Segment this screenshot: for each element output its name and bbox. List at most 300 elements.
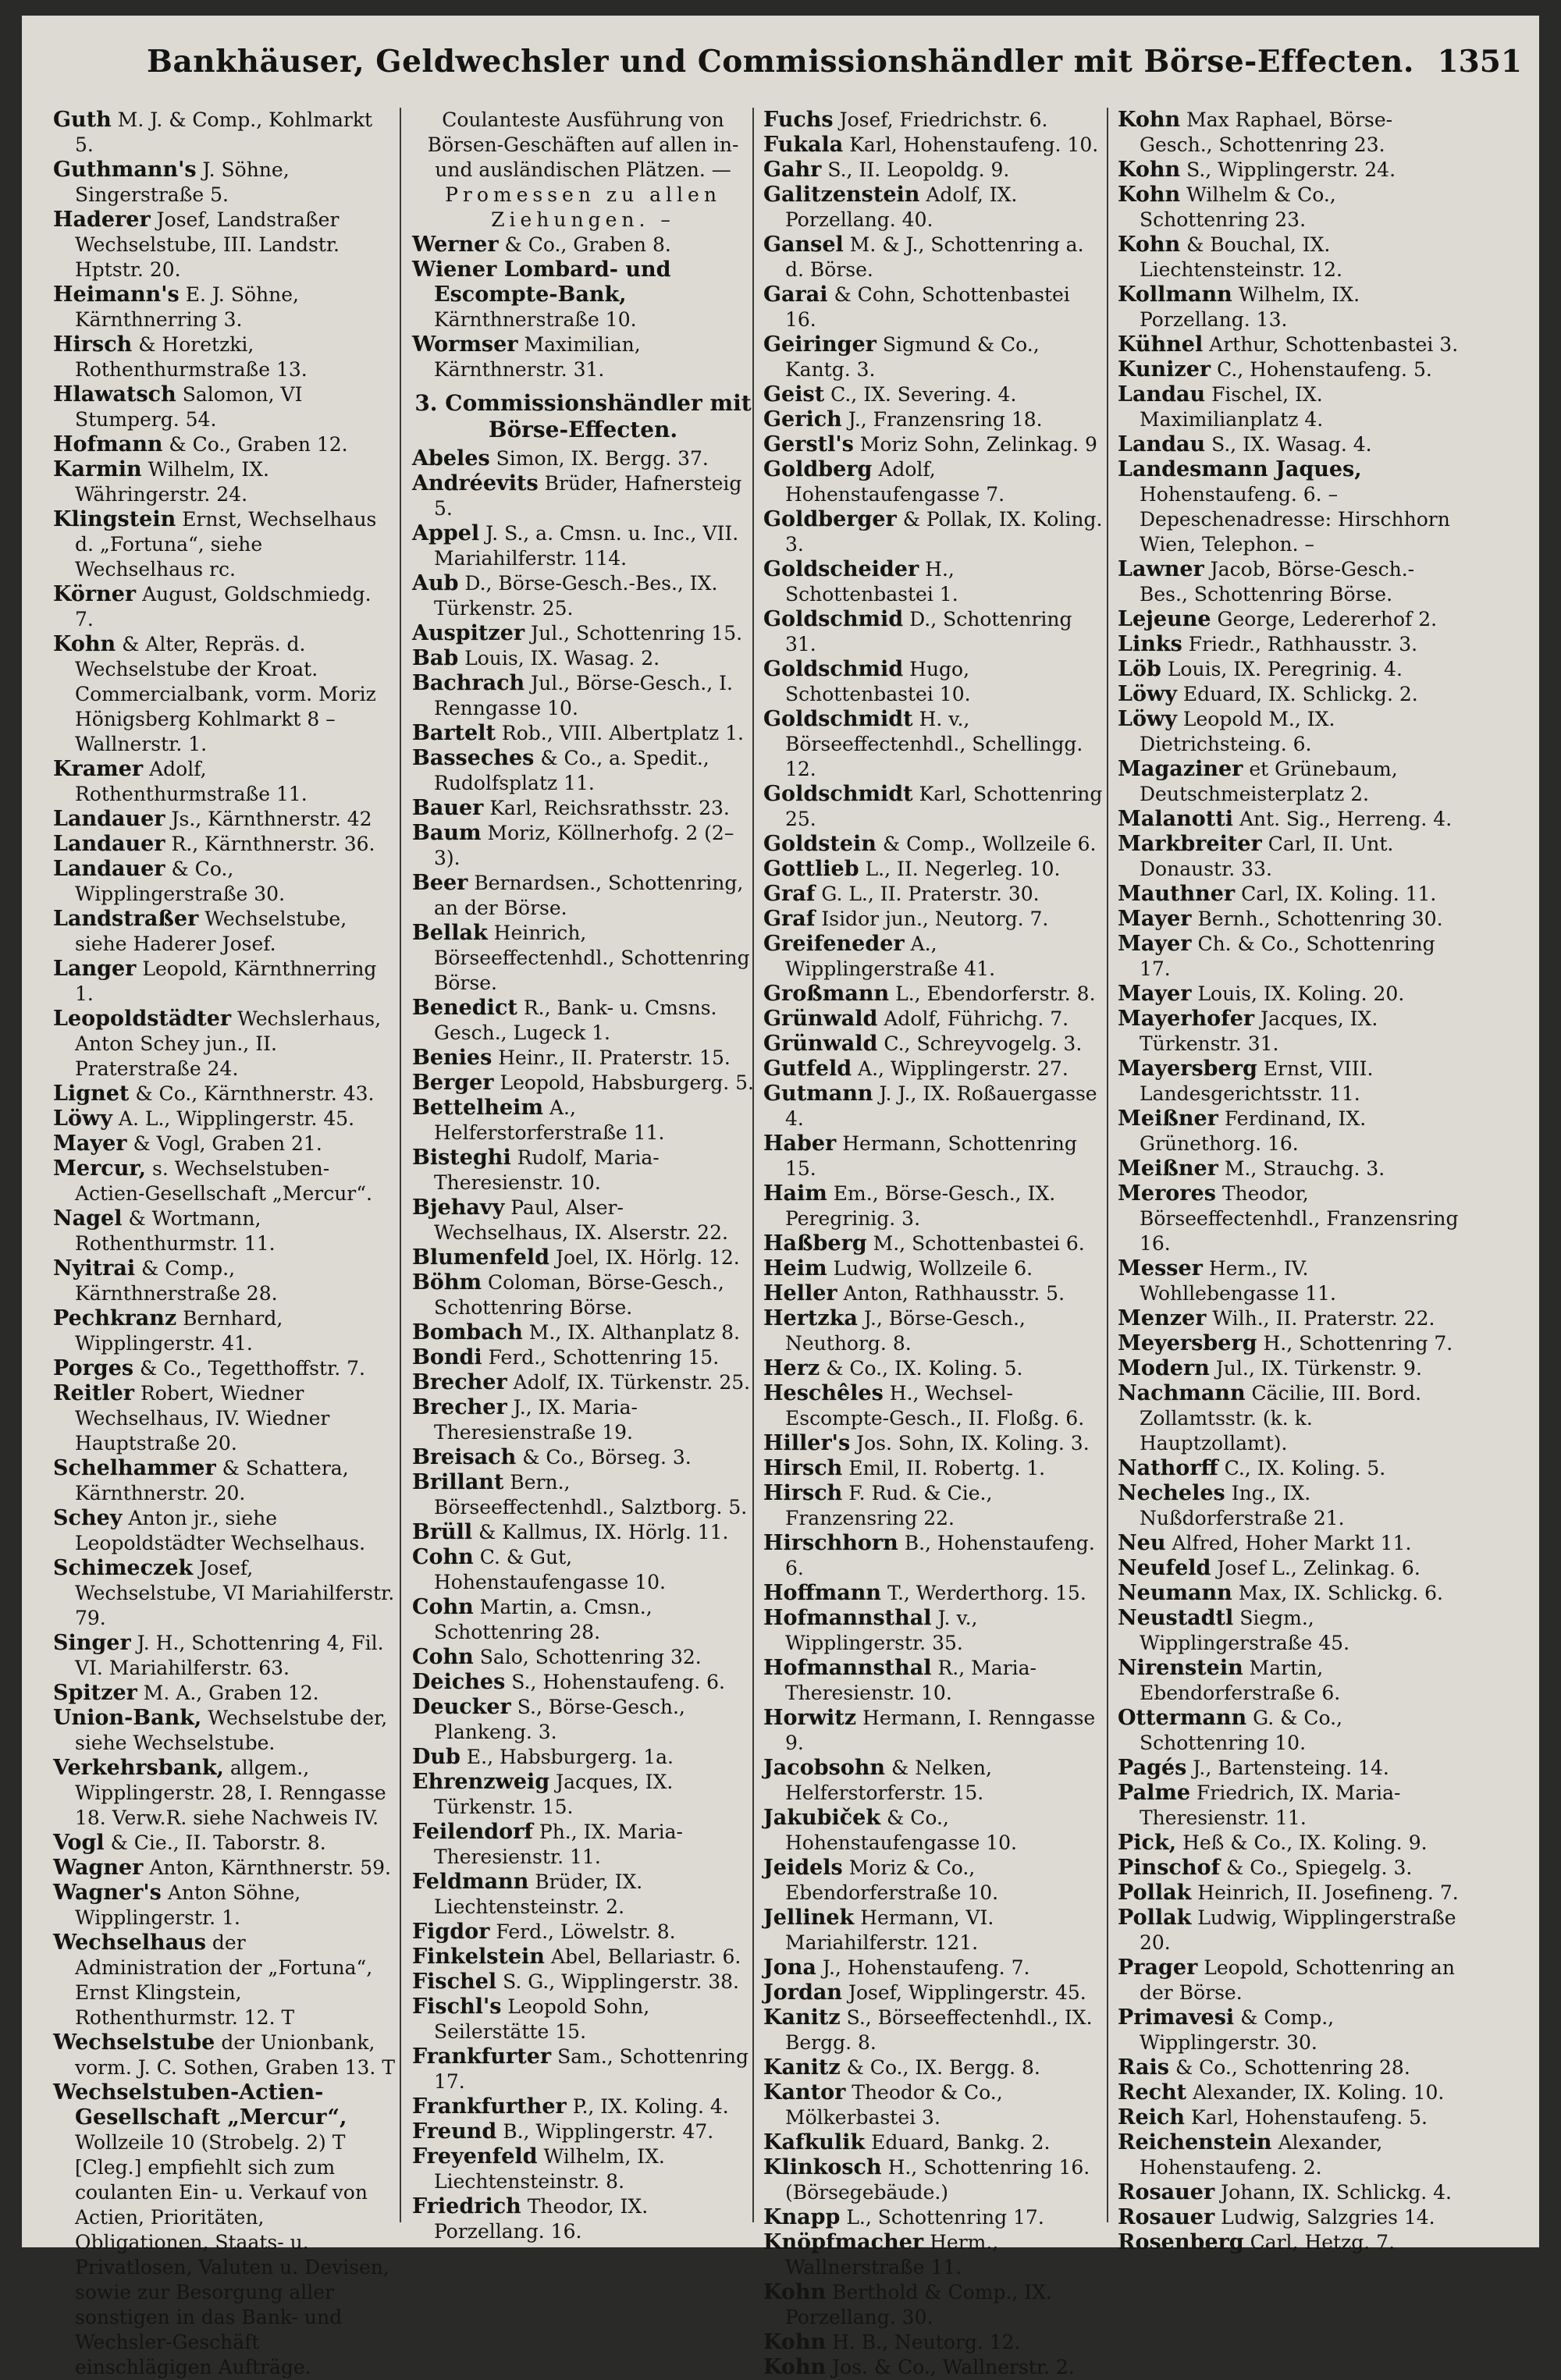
entry-details: S., Hohenstaufeng. 6. bbox=[511, 1671, 725, 1693]
entry-name: Recht bbox=[1118, 2080, 1187, 2105]
entry-name: Großmann bbox=[763, 982, 890, 1006]
entry-name: Mayer bbox=[1118, 982, 1192, 1006]
entry-name: Gerich bbox=[763, 407, 842, 432]
entry-name: Breisach bbox=[412, 1445, 517, 1469]
entry-details: George, Ledererhof 2. bbox=[1217, 608, 1438, 631]
entry-details: Jacob, Börse-Gesch.-Bes., Schottenring Börse. bbox=[1140, 558, 1415, 606]
entry-details: Eduard, IX. Schlickg. 2. bbox=[1182, 683, 1418, 705]
directory-entry bbox=[763, 1806, 1105, 1856]
entry-details: Carl, IX. Koling. 11. bbox=[1241, 883, 1437, 905]
entry-name: Bettelheim bbox=[412, 1096, 544, 1120]
entry-details: Louis, IX. Peregrinig. 4. bbox=[1167, 658, 1403, 680]
directory-entry bbox=[763, 1756, 1105, 1806]
entry-details: Salomon, VI Stumperg. 54. bbox=[75, 383, 303, 431]
entry-name: Prager bbox=[1118, 1956, 1198, 1980]
directory-entry bbox=[412, 1046, 754, 1071]
entry-name: Reichenstein bbox=[1118, 2130, 1272, 2154]
entry-name: Singer bbox=[53, 1631, 131, 1655]
directory-entry bbox=[1118, 1581, 1461, 1606]
directory-entry bbox=[763, 2230, 1105, 2280]
directory-entry bbox=[1118, 2180, 1461, 2205]
entry-details: Hermann, I. Renngasse 9. bbox=[785, 1707, 1096, 1754]
directory-entry bbox=[763, 507, 1105, 557]
entry-details: Louis, IX. Wasag. 2. bbox=[464, 647, 660, 670]
directory-entry bbox=[53, 582, 395, 632]
directory-entry bbox=[412, 821, 754, 871]
directory-entry bbox=[412, 996, 754, 1046]
entry-details: S., Wipplingerstr. 24. bbox=[1186, 158, 1396, 181]
entry-name: Haßberg bbox=[763, 1231, 867, 1256]
entry-name: Mayer bbox=[1118, 907, 1192, 931]
entry-name: Pick, bbox=[1118, 1831, 1177, 1855]
column-3 bbox=[763, 108, 1105, 2379]
entry-name: Wechselstuben-Actien-Gesellschaft „Mercur“, bbox=[53, 2080, 347, 2130]
directory-entry bbox=[1118, 282, 1461, 332]
entry-details: L., II. Negerleg. 10. bbox=[865, 858, 1061, 880]
entry-name: Magaziner bbox=[1118, 757, 1243, 781]
directory-entry bbox=[1118, 1456, 1461, 1481]
directory-entry bbox=[763, 282, 1105, 332]
entry-details: & Co., IX. Bergg. 8. bbox=[846, 2056, 1040, 2079]
entry-details: Adolf, Rothenthurmstraße 11. bbox=[75, 758, 308, 805]
entry-name: Kohn bbox=[763, 2330, 827, 2354]
entry-name: Landauer bbox=[53, 807, 165, 831]
directory-entry bbox=[1118, 1781, 1461, 1831]
entry-details: Anton, Kärnthnerstr. 59. bbox=[149, 1856, 391, 1879]
directory-entry bbox=[763, 1231, 1105, 1256]
entry-details: Heinrich, Börseeffectenhdl., Schottenring Börse. bbox=[434, 922, 750, 994]
column-2 bbox=[412, 108, 754, 2243]
directory-entry bbox=[412, 721, 754, 746]
entry-name: Meißner bbox=[1118, 1107, 1218, 1131]
entry-name: Werner bbox=[412, 233, 499, 257]
entry-name: Landau bbox=[1118, 382, 1206, 407]
entry-name: Brüll bbox=[412, 1520, 473, 1544]
directory-entry bbox=[763, 2330, 1105, 2355]
entry-details: C., IX. Koling. 5. bbox=[1224, 1457, 1386, 1480]
entry-name: Kohn bbox=[1118, 183, 1181, 207]
directory-entry bbox=[53, 1082, 395, 1107]
entry-name: Geiringer bbox=[763, 332, 877, 357]
entry-name: Wechselhaus bbox=[53, 1931, 206, 1955]
entry-name: Geist bbox=[763, 382, 825, 407]
entry-details: Moriz Sohn, Zelinkag. 9 bbox=[859, 433, 1097, 456]
directory-entry bbox=[53, 1556, 395, 1631]
entry-details: Isidor jun., Neutorg. 7. bbox=[821, 908, 1049, 930]
directory-entry bbox=[1118, 1007, 1461, 1057]
entry-name: Rosauer bbox=[1118, 2180, 1215, 2204]
entry-details: Adolf, Führichg. 7. bbox=[884, 1007, 1069, 1030]
directory-entry bbox=[1118, 432, 1461, 457]
directory-entry bbox=[1118, 707, 1461, 757]
entry-name: Knapp bbox=[763, 2205, 841, 2229]
entry-name: Deiches bbox=[412, 1670, 506, 1694]
entry-details: & Kallmus, IX. Hörlg. 11. bbox=[478, 1521, 729, 1543]
entry-name: Primavesi bbox=[1118, 2005, 1235, 2030]
entry-details: C., Schreyvogelg. 3. bbox=[884, 1032, 1083, 1055]
entry-name: Gerstl's bbox=[763, 432, 854, 456]
entry-name: Vogl bbox=[53, 1831, 105, 1855]
entry-details: Leopold, Kärnthnerring 1. bbox=[75, 957, 377, 1005]
entry-details: Wollzeile 10 (Strobelg. 2) T [Cleg.] empfiehlt sich zum coulanten Ein- u. Verkauf von Actien, Prioritäten, Obligationen, Staats- u. Privatlosen, Valuten u. Devisen, sowie zur Besorgung aller sonstigen in das Bank- und Wechsler-Geschäft einschlägigen Aufträge. bbox=[75, 2131, 389, 2378]
directory-entry bbox=[763, 158, 1105, 183]
directory-entry bbox=[53, 208, 395, 282]
entry-details: Wilhelm, IX. Porzellang. 13. bbox=[1140, 283, 1360, 331]
entry-details: & Co., Tegetthoffstr. 7. bbox=[140, 1357, 365, 1380]
entry-name: Gottlieb bbox=[763, 857, 859, 881]
directory-entry bbox=[763, 832, 1105, 857]
entry-name: Heim bbox=[763, 1256, 827, 1281]
directory-entry bbox=[53, 1381, 395, 1456]
entry-name: Pollak bbox=[1118, 1906, 1192, 1930]
directory-entry bbox=[412, 1245, 754, 1270]
directory-entry bbox=[412, 1995, 754, 2044]
directory-entry bbox=[412, 1270, 754, 1320]
entry-name: Frankfurter bbox=[412, 2044, 552, 2069]
entry-details: Wilh., II. Praterstr. 22. bbox=[1212, 1307, 1435, 1330]
entry-details: Wechslerhaus, Anton Schey jun., II. Praterstraße 24. bbox=[75, 1007, 382, 1080]
section-heading: 3. Commissionshändler mit Börse-Effecten. bbox=[414, 390, 752, 442]
directory-entry bbox=[763, 657, 1105, 707]
entry-name: Guthmann's bbox=[53, 158, 197, 182]
entry-details: J. v., Wipplingerstr. 35. bbox=[785, 1607, 978, 1654]
entry-details: Brüder, IX. Liechtensteinstr. 2. bbox=[434, 1870, 643, 1918]
entry-details: Moriz, Köllnerhofg. 2 (2–3). bbox=[434, 822, 734, 869]
entry-name: Körner bbox=[53, 582, 137, 606]
entry-list bbox=[412, 446, 754, 2244]
entry-name: Bauer bbox=[412, 796, 484, 820]
directory-entry bbox=[763, 1032, 1105, 1057]
directory-entry bbox=[1118, 183, 1461, 233]
entry-name: Frankfurther bbox=[412, 2094, 567, 2119]
entry-name: Benedict bbox=[412, 996, 517, 1020]
entry-details: A., Wipplingerstr. 27. bbox=[858, 1057, 1069, 1080]
directory-entry bbox=[763, 2280, 1105, 2330]
entry-details: J., Bartensteing. 14. bbox=[1193, 1757, 1389, 1779]
entry-details: Jos. & Co., Wallnerstr. 2. bbox=[832, 2356, 1075, 2378]
entry-details: J. S., a. Cmsn. u. Inc., VII. Mariahilferstr. 114. bbox=[434, 522, 739, 570]
directory-entry bbox=[53, 382, 395, 432]
entry-name: Meyersberg bbox=[1118, 1331, 1257, 1355]
entry-details: Josef, Landstraßer Wechselstube, III. Landstr. Hptstr. 20. bbox=[75, 208, 340, 281]
directory-entry bbox=[412, 1146, 754, 1195]
entry-name: Pagés bbox=[1118, 1756, 1187, 1780]
directory-entry bbox=[412, 1470, 754, 1520]
entry-details: Jul., Börse-Gesch., I. Renngasse 10. bbox=[434, 672, 733, 719]
entry-name: Appel bbox=[412, 521, 480, 545]
entry-name: Hirsch bbox=[763, 1456, 843, 1480]
entry-name: Porges bbox=[53, 1356, 134, 1380]
entry-name: Guth bbox=[53, 108, 112, 132]
column-rule bbox=[1107, 108, 1108, 2222]
entry-name: Deucker bbox=[412, 1695, 511, 1719]
directory-entry bbox=[1118, 1906, 1461, 1956]
directory-entry bbox=[1118, 1356, 1461, 1381]
entry-details: Karl, Hohenstaufeng. 10. bbox=[849, 133, 1099, 156]
entry-name: Neu bbox=[1118, 1531, 1166, 1555]
entry-details: Karl, Reichsrathsstr. 23. bbox=[489, 797, 730, 819]
entry-details: C. & Gut, Hohenstaufengasse 10. bbox=[434, 1546, 666, 1593]
entry-details: Josef, Wipplingerstr. 45. bbox=[848, 1981, 1086, 2004]
directory-entry bbox=[412, 233, 754, 258]
entry-name: Langer bbox=[53, 957, 137, 981]
entry-details: & Co., a. Spedit., Rudolfsplatz 11. bbox=[434, 747, 709, 794]
directory-entry bbox=[412, 646, 754, 671]
directory-entry bbox=[412, 571, 754, 621]
directory-entry bbox=[53, 2030, 395, 2080]
entry-name: Kollmann bbox=[1118, 282, 1232, 307]
entry-details: Bernh., Schottenring 30. bbox=[1197, 908, 1443, 930]
entry-details: & Co., Wipplingerstraße 30. bbox=[75, 858, 286, 905]
entry-details: & Co., Hohenstaufengasse 10. bbox=[785, 1806, 1017, 1854]
entry-details: Anton Söhne, Wipplingerstr. 1. bbox=[75, 1881, 301, 1929]
entry-name: Schimeczek bbox=[53, 1556, 194, 1580]
directory-entry bbox=[763, 1082, 1105, 1131]
directory-entry bbox=[1118, 607, 1461, 632]
directory-entry bbox=[763, 1256, 1105, 1281]
directory-entry bbox=[412, 746, 754, 796]
entry-details: Siegm., Wipplingerstraße 45. bbox=[1140, 1607, 1350, 1654]
entry-name: Mayersberg bbox=[1118, 1057, 1257, 1081]
directory-entry bbox=[1118, 1656, 1461, 1706]
directory-entry bbox=[1118, 557, 1461, 607]
entry-details: G. L., II. Praterstr. 30. bbox=[821, 883, 1040, 905]
entry-name: Jona bbox=[763, 1956, 816, 1980]
entry-name: Cohn bbox=[412, 1645, 474, 1669]
directory-entry bbox=[412, 621, 754, 646]
directory-entry bbox=[1118, 2080, 1461, 2105]
entry-details: A. L., Wipplingerstr. 45. bbox=[118, 1107, 355, 1130]
directory-entry bbox=[1118, 657, 1461, 682]
entry-name: Union-Bank, bbox=[53, 1706, 202, 1730]
entry-details: Ferdinand, IX. Grünethorg. 16. bbox=[1140, 1107, 1367, 1155]
entry-name: Wormser bbox=[412, 332, 518, 357]
entry-details: Jos. Sohn, IX. Koling. 3. bbox=[856, 1432, 1090, 1455]
directory-entry bbox=[53, 1856, 395, 1881]
entry-name: Andréevits bbox=[412, 471, 539, 496]
directory-entry bbox=[763, 1181, 1105, 1231]
directory-entry bbox=[53, 457, 395, 507]
entry-name: Fukala bbox=[763, 133, 844, 157]
entry-details: Js., Kärnthnerstr. 42 bbox=[171, 808, 372, 830]
entry-details: Herm., Wallnerstraße 11. bbox=[785, 2231, 999, 2279]
directory-entry bbox=[1118, 1481, 1461, 1531]
entry-details: Hermann, Schottenring 15. bbox=[785, 1132, 1077, 1180]
entry-name: Nachmann bbox=[1118, 1381, 1246, 1405]
entry-name: Kanitz bbox=[763, 2055, 841, 2080]
entry-details: & Co., Börseg. 3. bbox=[522, 1446, 692, 1469]
directory-entry bbox=[412, 1445, 754, 1470]
directory-entry bbox=[1118, 932, 1461, 982]
entry-name: Kohn bbox=[763, 2280, 827, 2304]
entry-details: S., IX. Wasag. 4. bbox=[1211, 433, 1372, 456]
directory-entry bbox=[1118, 1531, 1461, 1556]
entry-name: Wechselstube bbox=[53, 2030, 215, 2055]
entry-details: G. & Co., Schottenring 10. bbox=[1140, 1707, 1342, 1754]
directory-entry bbox=[1118, 1156, 1461, 1181]
directory-entry bbox=[1118, 1706, 1461, 1756]
directory-entry bbox=[763, 1980, 1105, 2005]
entry-name: Knöpfmacher bbox=[763, 2230, 924, 2254]
entry-name: Goldscheider bbox=[763, 557, 919, 581]
entry-name: Kramer bbox=[53, 757, 144, 781]
entry-name: Graf bbox=[763, 907, 816, 931]
entry-name: Rosauer bbox=[1118, 2205, 1215, 2229]
entry-details: C., IX. Severing. 4. bbox=[830, 383, 1017, 406]
entry-name: Landstraßer bbox=[53, 907, 199, 931]
entry-details: Alexander, IX. Koling. 10. bbox=[1193, 2081, 1445, 2104]
directory-entry bbox=[53, 957, 395, 1007]
entry-name: Haber bbox=[763, 1131, 837, 1156]
directory-entry bbox=[763, 1906, 1105, 1956]
entry-name: Gutmann bbox=[763, 1082, 873, 1106]
entry-details: J., Hohenstaufeng. 7. bbox=[822, 1956, 1030, 1979]
entry-name: Hertzka bbox=[763, 1306, 858, 1330]
entry-name: Heimann's bbox=[53, 282, 180, 307]
entry-name: Heschêles bbox=[763, 1381, 884, 1405]
directory-entry bbox=[763, 557, 1105, 607]
entry-name: Beer bbox=[412, 871, 468, 895]
entry-details: Fischel, IX. Maximilianplatz 4. bbox=[1140, 383, 1324, 431]
entry-details: P., IX. Koling. 4. bbox=[572, 2095, 729, 2118]
entry-details: S. G., Wipplingerstr. 38. bbox=[503, 1970, 739, 1993]
directory-entry bbox=[412, 921, 754, 996]
directory-entry bbox=[412, 1096, 754, 1146]
directory-entry bbox=[763, 233, 1105, 282]
entry-name: Landauer bbox=[53, 832, 165, 856]
entry-details: & Co., Kärnthnerstr. 43. bbox=[135, 1082, 375, 1105]
directory-entry bbox=[763, 1581, 1105, 1606]
entry-details: Bern., Börseeffectenhdl., Salztborg. 5. bbox=[434, 1471, 748, 1519]
entry-details: Josef, Wechselstube, VI Mariahilferstr. 79. bbox=[75, 1557, 395, 1629]
entry-details: Alexander, Hohenstaufeng. 2. bbox=[1140, 2131, 1383, 2179]
entry-details: M. J. & Comp., Kohlmarkt 5. bbox=[75, 108, 373, 156]
entry-details: Leopold M., IX. Dietrichsteing. 6. bbox=[1140, 708, 1335, 755]
directory-entry bbox=[412, 2094, 754, 2119]
entry-details: Wilhelm, IX. Währingerstr. 24. bbox=[75, 458, 269, 506]
directory-entry bbox=[1118, 332, 1461, 357]
entry-details: Heinr., II. Praterstr. 15. bbox=[498, 1046, 731, 1069]
entry-details: Ferd., Schottenring 15. bbox=[488, 1346, 720, 1369]
entry-name: Bartelt bbox=[412, 721, 496, 745]
entry-details: der Administration der „Fortuna“, Ernst Klingstein, Rothenthurmstr. 12. T bbox=[75, 1931, 373, 2029]
directory-entry bbox=[412, 1071, 754, 1096]
entry-details: H., Schottenring 16. (Börsegebäude.) bbox=[785, 2156, 1090, 2204]
entry-details: & Cohn, Schottenbastei 16. bbox=[785, 283, 1070, 331]
entry-name: Menzer bbox=[1118, 1306, 1207, 1330]
entry-name: Palme bbox=[1118, 1781, 1191, 1805]
entry-details: Hohenstaufeng. 6. – Depeschenadresse: Hirschhorn Wien, Telephon. – bbox=[1140, 483, 1450, 556]
directory-entry bbox=[53, 282, 395, 332]
entry-name: Feilendorf bbox=[412, 1820, 533, 1844]
entry-details: Simon, IX. Bergg. 37. bbox=[496, 447, 709, 470]
entry-details: J. H., Schottenring 4, Fil. VI. Mariahilferstr. 63. bbox=[75, 1632, 384, 1679]
directory-entry bbox=[53, 907, 395, 957]
entry-details: M., IX. Althanplatz 8. bbox=[528, 1321, 740, 1344]
directory-entry bbox=[763, 382, 1105, 407]
entry-details: S., Börse-Gesch., Plankeng. 3. bbox=[434, 1696, 685, 1743]
entry-details: August, Goldschmiedg. 7. bbox=[75, 583, 372, 631]
directory-entry bbox=[763, 1306, 1105, 1356]
entry-details: der Unionbank, vorm. J. C. Sothen, Graben 13. T bbox=[75, 2031, 395, 2079]
entry-name: Hiller's bbox=[763, 1431, 851, 1455]
entry-name: Grünwald bbox=[763, 1007, 878, 1031]
entry-name: Aub bbox=[412, 571, 459, 595]
entry-details: & Comp., Wollzeile 6. bbox=[882, 833, 1097, 855]
entry-details: Heinrich, II. Josefineng. 7. bbox=[1197, 1881, 1459, 1904]
directory-entry bbox=[412, 1595, 754, 1645]
entry-details: Emil, II. Robertg. 1. bbox=[848, 1457, 1046, 1480]
entry-details: D., Börse-Gesch.-Bes., IX. Türkenstr. 25. bbox=[434, 572, 718, 620]
entry-name: Greifeneder bbox=[763, 932, 905, 956]
directory-entry bbox=[1118, 907, 1461, 932]
directory-entry bbox=[1118, 632, 1461, 657]
directory-entry bbox=[53, 1706, 395, 1756]
entry-details: E. J. Söhne, Kärnthnerring 3. bbox=[75, 283, 299, 331]
advertisement-text: Promessen zu allen Ziehungen. – bbox=[445, 183, 721, 231]
directory-entry bbox=[53, 108, 395, 158]
entry-details: & Horetzki, Rothenthurmstraße 13. bbox=[75, 333, 308, 381]
entry-details: Adolf, Hohenstaufengasse 7. bbox=[785, 458, 1005, 506]
entry-name: Pollak bbox=[1118, 1881, 1192, 1905]
entry-details: Johann, IX. Schlickg. 4. bbox=[1221, 2181, 1453, 2204]
entry-name: Pechkranz bbox=[53, 1306, 177, 1330]
directory-page bbox=[22, 16, 1539, 2379]
entry-details: Max, IX. Schlickg. 6. bbox=[1238, 1582, 1443, 1604]
entry-name: Schey bbox=[53, 1506, 123, 1530]
entry-details: Friedr., Rathhausstr. 3. bbox=[1188, 633, 1418, 655]
entry-details: T., Werderthorg. 15. bbox=[887, 1582, 1086, 1604]
entry-name: Jellinek bbox=[763, 1906, 855, 1930]
directory-entry bbox=[412, 258, 754, 332]
directory-entry bbox=[1118, 1306, 1461, 1331]
entry-details: Eduard, Bankg. 2. bbox=[871, 2131, 1051, 2154]
entry-name: Nathorff bbox=[1118, 1456, 1218, 1480]
entry-name: Haim bbox=[763, 1181, 827, 1206]
entry-details: F. Rud. & Cie., Franzensring 22. bbox=[785, 1482, 993, 1529]
entry-name: Nyitrai bbox=[53, 1256, 136, 1281]
entry-details: & Vogl, Graben 21. bbox=[133, 1132, 322, 1155]
entry-details: M., Schottenbastei 6. bbox=[873, 1232, 1085, 1255]
entry-details: M., Strauchg. 3. bbox=[1224, 1157, 1385, 1180]
entry-name: Nirenstein bbox=[1118, 1656, 1243, 1680]
directory-entry bbox=[1118, 1606, 1461, 1656]
directory-entry bbox=[763, 1007, 1105, 1032]
entry-name: Bisteghi bbox=[412, 1146, 511, 1170]
entry-name: Brillant bbox=[412, 1470, 504, 1494]
entry-name: Hofmannsthal bbox=[763, 1606, 932, 1630]
entry-details: Carl, Hetzg. 7. bbox=[1250, 2231, 1396, 2254]
directory-entry bbox=[412, 1320, 754, 1345]
entry-name: Messer bbox=[1118, 1256, 1203, 1281]
entry-name: Rais bbox=[1118, 2055, 1170, 2080]
entry-details: J., IX. Maria-Theresienstraße 19. bbox=[434, 1396, 638, 1444]
entry-name: Kohn bbox=[763, 2355, 827, 2379]
directory-entry bbox=[412, 871, 754, 921]
entry-name: Klingstein bbox=[53, 507, 176, 531]
entry-name: Freund bbox=[412, 2119, 497, 2144]
directory-entry bbox=[763, 1381, 1105, 1431]
entry-name: Hoffmann bbox=[763, 1581, 882, 1605]
directory-entry bbox=[1118, 457, 1461, 557]
entry-details: et Grünebaum, Deutschmeisterplatz 2. bbox=[1140, 758, 1398, 805]
directory-entry bbox=[1118, 2230, 1461, 2255]
entry-details: & Cie., II. Taborstr. 8. bbox=[110, 1831, 326, 1854]
directory-entry bbox=[763, 133, 1105, 158]
directory-entry bbox=[53, 1506, 395, 1556]
entry-name: Ottermann bbox=[1118, 1706, 1247, 1730]
entry-details: Sam., Schottenring 17. bbox=[434, 2045, 748, 2093]
